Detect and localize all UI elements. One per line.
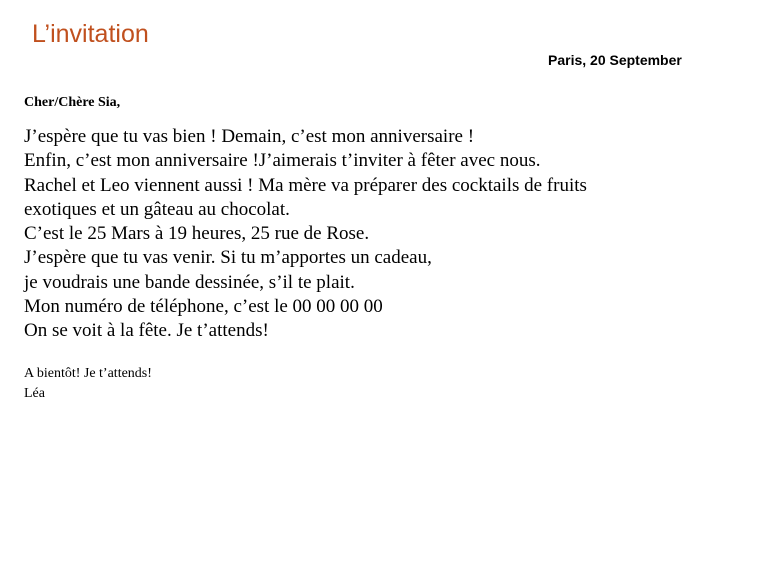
body-line: exotiques et un gâteau au chocolat. (24, 198, 290, 220)
body-line: J’espère que tu vas venir. Si tu m’apportes un cadeau, (24, 247, 432, 269)
signature: Léa (24, 386, 45, 401)
body-line: C’est le 25 Mars à 19 heures, 25 rue de Rose. (24, 223, 370, 245)
body-line: je voudrais une bande dessinée, s’il te plait. (24, 271, 355, 293)
date-line: Paris, 20 September (548, 52, 682, 68)
body-line: On se voit à la fête. Je t’attends! (24, 320, 269, 342)
body-line: Rachel et Leo viennent aussi ! Ma mère va préparer des cocktails de fruits (24, 174, 587, 196)
letter-body (24, 125, 764, 344)
letter-signoff (24, 364, 152, 404)
body-line: Mon numéro de téléphone, c’est le 00 00 00 00 (24, 296, 383, 318)
page-title: L’invitation (32, 20, 149, 48)
body-line: J’espère que tu vas bien ! Demain, c’est mon anniversaire ! (24, 126, 475, 147)
letter-greeting: Cher/Chère Sia, (24, 95, 121, 110)
signoff-line: A bientôt! Je t’attends! (24, 366, 152, 381)
body-line: Enfin, c’est mon anniversaire !J’aimerais t’inviter à fêter avec nous. (24, 150, 541, 172)
